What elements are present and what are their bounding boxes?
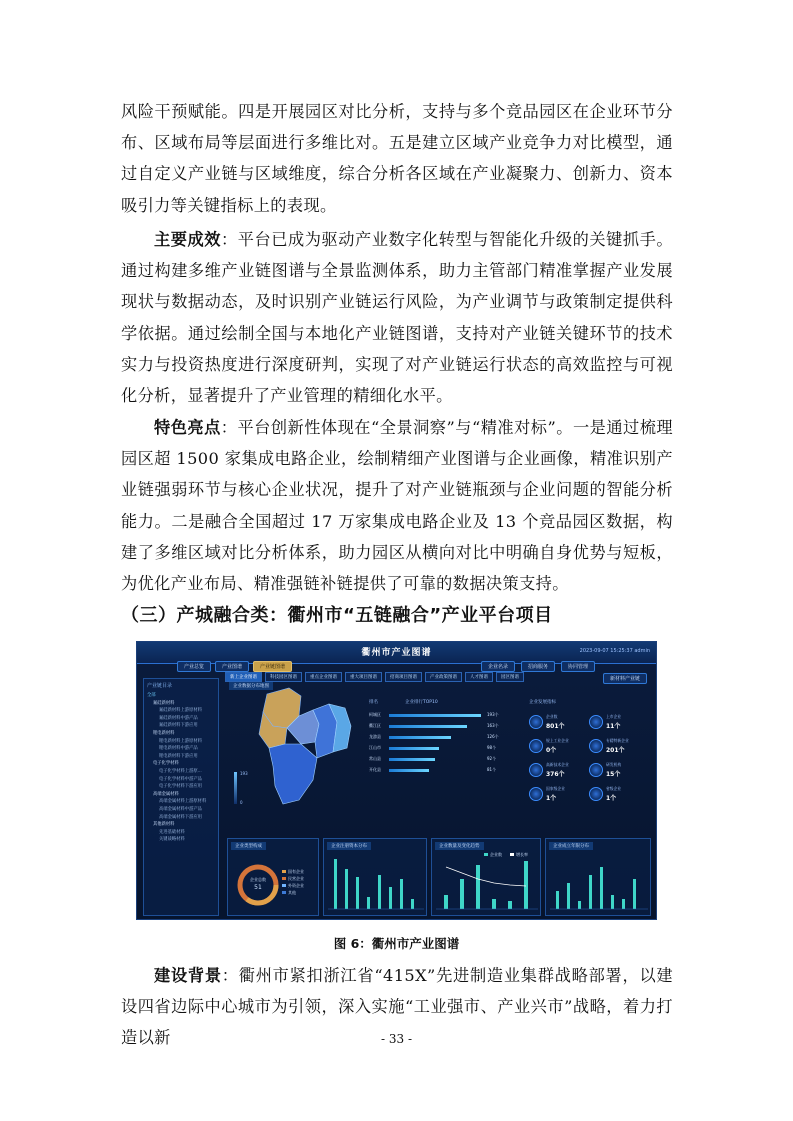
donut-center-label: 企业总数 [250, 877, 266, 882]
bar [400, 879, 403, 909]
sidebar-tree-item[interactable]: 锂电新材料中游产品 [159, 746, 198, 752]
paragraph-label: 建设背景 [154, 966, 222, 985]
rank-name: 龙游县 [369, 734, 381, 739]
map-legend-min: 0 [240, 800, 243, 805]
dashboard-title: 衢州市产业图谱 [361, 648, 432, 658]
bar [524, 861, 528, 909]
rank-row [369, 767, 499, 774]
rank-row [369, 712, 499, 719]
panel-title: 企业成立年限分布 [549, 842, 593, 850]
bar [367, 897, 370, 909]
stat-icon [529, 739, 543, 753]
paragraph-highlights [121, 412, 673, 599]
tab-collab[interactable]: 协同管理 [561, 661, 595, 672]
rank-name: 衢江区 [369, 723, 381, 728]
stat-name: 上市企业 [606, 714, 622, 719]
rank-bar [389, 725, 467, 728]
subtab[interactable]: 招商项目图谱 [385, 672, 422, 682]
sidebar-tree-item[interactable]: 关键战略材料 [159, 837, 185, 843]
rank-value: 81个 [487, 767, 497, 772]
sidebar-tree-item[interactable]: 电子化学材料中游产品 [159, 776, 202, 782]
rank-value: 193个 [487, 712, 499, 717]
panel-company-type [227, 838, 319, 916]
section-title: （三）产城融合类：衢州市“五链融合”产业平台项目 [121, 605, 553, 626]
panel-age-distribution [545, 838, 651, 916]
stat-name: 规上工业企业 [546, 738, 569, 743]
stat-card [589, 736, 645, 758]
trend-line [446, 867, 526, 886]
paragraph-main-results [121, 224, 673, 411]
stat-icon [589, 715, 603, 729]
paragraph-text: ：平台已成为驱动产业数字化转型与智能化升级的关键抓手。通过构建多维产业链图谱与全景监测体系，助力主管部门精准掌握产业发展现状与数据动态，及时识别产业链运行风险，为产业调节与政策制定提供科学依据。通过绘制全国与本地化产业链图谱，支持对产业链关键环节的技术实力与投资热度进行深度研判，实现了对产业链运行状态的高效监控与可视化分析，显著提升了产业管理的精细化水平。 [121, 230, 673, 406]
rank-name: 柯城区 [369, 712, 381, 717]
paragraph-1-text: 风险干预赋能。四是开展园区对比分析，支持与多个竞品园区在企业环节分布、区域布局等层面进行多维比对。五是建立区域产业竞争力对比模型，通过自定义产业链与区域维度，综合分析各区域在产业凝聚力、创新力、资本吸引力等关键指标上的表现。 [121, 102, 673, 215]
bar [600, 867, 603, 909]
rank-bar [389, 747, 439, 750]
stat-name: 企业数 [546, 714, 558, 719]
stat-value: 376个 [546, 771, 565, 778]
stat-value: 201个 [606, 747, 625, 754]
bar [556, 891, 559, 909]
stat-name: 高新技术企业 [546, 762, 569, 767]
sidebar-tree-item[interactable]: 电子化学材料上游原... [159, 768, 202, 774]
bar [356, 877, 359, 909]
stat-value: 15个 [606, 771, 621, 778]
sidebar-tree-item[interactable]: 其他新材料 [153, 822, 175, 828]
subtab[interactable]: 重点企业图谱 [305, 672, 342, 682]
bar-chart [546, 839, 652, 917]
sidebar-tree-item[interactable]: 高端金属材料上游原材料 [159, 799, 207, 805]
stat-value: 0个 [546, 747, 557, 754]
line-legend-item: 增长率 [510, 852, 528, 858]
bar [567, 883, 570, 909]
bar [389, 887, 392, 909]
region-map[interactable] [229, 682, 369, 814]
map-panel-label: 企业数据分布地图 [229, 682, 273, 690]
sidebar-tree-item[interactable]: 锂电新材料上游原材料 [159, 738, 202, 744]
paragraph-1 [121, 96, 673, 221]
sidebar-list [147, 692, 215, 844]
rank-value: 98个 [487, 745, 497, 750]
bar [460, 879, 464, 909]
stat-card [529, 712, 585, 734]
stat-card [589, 712, 645, 734]
rank-row [369, 745, 499, 752]
stats-title: 企业发展指标 [529, 700, 556, 705]
paragraph-label: 主要成效 [154, 230, 221, 249]
dashboard-meta: 2023-09-07 15:25:37 admin [579, 648, 650, 654]
tab-directory[interactable]: 企业名录 [481, 661, 515, 672]
stat-value: 801个 [546, 723, 565, 730]
stat-card [589, 760, 645, 782]
chain-tree-sidebar [143, 678, 219, 916]
rank-row [369, 756, 499, 763]
sidebar-tree-item[interactable]: 氟硅新材料 [153, 700, 175, 706]
donut-chart [228, 839, 320, 917]
paragraph-text: ：平台创新性体现在“全景洞察”与“精准对标”。一是通过梳理园区超 1500 家集成电路企业，绘制精细产业图谱与企业画像，精准识别产业链强弱环节与核心企业状况，提升了对产业链瓶颈与企业问题的智能分析能力。二是融合全国超过 17 万家集成电路企业及 13 个竞品园区数据，构建了多维区域对比分析体系，助力园区从横向对比中明确自身优势与短板，为优化产业布局、精准强链补链提供了可靠的数据决策支持。 [121, 418, 673, 594]
stat-name: 专精特新企业 [606, 738, 629, 743]
map-legend-max: 193 [240, 771, 248, 776]
panel-title: 企业类型构成 [231, 842, 266, 850]
donut-legend-item: 外资企业 [282, 883, 304, 889]
stat-icon [589, 763, 603, 777]
sidebar-tree-item[interactable]: 锂电新材料下游应用 [159, 753, 198, 759]
stat-card [529, 736, 585, 758]
bar [411, 899, 414, 909]
stat-icon [529, 715, 543, 729]
stat-card [529, 760, 585, 782]
subtab[interactable]: 科技园区图谱 [265, 672, 302, 682]
subtab[interactable]: 新上企业图谱 [225, 672, 262, 682]
donut-legend-item: 国有企业 [282, 869, 304, 875]
stat-icon [589, 739, 603, 753]
rank-bar [389, 769, 429, 772]
sidebar-tree-item[interactable]: 电子化学材料下游应用 [159, 784, 202, 790]
chain-select-button[interactable]: 新材料产业链 [603, 673, 647, 684]
sidebar-tree-item[interactable]: 先进基础材料 [159, 829, 185, 835]
paragraph-text: ：衢州市紧扣浙江省“415X”先进制造业集群战略部署，以建设四省边际中心城市为引领，深入实施“工业强市、产业兴市”战略，着力打造以新 [121, 966, 673, 1048]
map-region-jiangshan [269, 744, 317, 804]
bar [578, 901, 581, 909]
panel-capital-distribution [323, 838, 427, 916]
sidebar-tree-item[interactable]: 氟硅新材料中游产品 [159, 715, 198, 721]
subtab[interactable]: 园区图谱 [496, 672, 524, 682]
panel-title: 企业数量及变化趋势 [435, 842, 484, 850]
stat-icon [589, 787, 603, 801]
bar [611, 895, 614, 909]
bar [476, 865, 480, 909]
bar [492, 899, 496, 909]
bar [378, 875, 381, 909]
stat-value: 11个 [606, 723, 621, 730]
sub-tabs [225, 672, 524, 682]
subtab[interactable]: 人才图谱 [465, 672, 493, 682]
donut-legend-item: 其他 [282, 890, 296, 896]
stat-card [589, 784, 645, 806]
bar [508, 901, 512, 909]
sidebar-tree-item[interactable]: 全部 [147, 693, 156, 698]
subtab[interactable]: 重大项目图谱 [345, 672, 382, 682]
stat-icon [529, 787, 543, 801]
rank-row [369, 723, 499, 730]
sidebar-tree-item[interactable]: 高端金属材料下游应用 [159, 814, 202, 820]
rank-value: 163个 [487, 723, 499, 728]
industry-map-dashboard-figure [136, 641, 657, 920]
top-tabs-left [177, 661, 292, 672]
top-tabs-right [481, 661, 595, 672]
rank-bar [389, 736, 451, 739]
subtab[interactable]: 产业政策图谱 [425, 672, 462, 682]
sidebar-tree-item[interactable]: 高端金属材料 [153, 791, 179, 797]
stat-name: 国家级企业 [546, 786, 565, 791]
bar [345, 869, 348, 909]
sidebar-tree-item[interactable]: 锂电新材料 [153, 730, 175, 736]
rank-title: 企业排行TOP10 [405, 700, 438, 705]
sidebar-tree-item[interactable]: 电子化学材料 [153, 761, 179, 767]
donut-center-value: 51 [254, 884, 262, 891]
bar [444, 895, 448, 909]
sidebar-tree-item[interactable]: 氟硅新材料下游应用 [159, 723, 198, 729]
stat-card [529, 784, 585, 806]
rank-name: 常山县 [369, 756, 381, 761]
bar [589, 875, 592, 909]
panel-title: 企业注册资本分布 [327, 842, 371, 850]
line-legend-item: 企业数 [484, 852, 502, 858]
rank-value: 126个 [487, 734, 499, 739]
page-number: - 33 - [380, 1032, 412, 1046]
map-legend-bar [234, 772, 237, 804]
paragraph-label: 特色亮点 [154, 418, 221, 437]
stat-name: 省级企业 [606, 786, 622, 791]
tab-overview[interactable]: 产业总览 [177, 661, 211, 672]
bar-line-chart [432, 839, 542, 917]
tab-invest[interactable]: 招商服务 [521, 661, 555, 672]
stat-icon [529, 763, 543, 777]
stat-name: 研发机构 [606, 762, 622, 767]
donut-legend-item: 民营企业 [282, 876, 304, 882]
rank-label: 排名 [369, 700, 378, 705]
rank-bar [389, 758, 435, 761]
stat-value: 1个 [546, 795, 557, 802]
bar-chart [324, 839, 428, 917]
stat-value: 1个 [606, 795, 617, 802]
tab-industry-map[interactable]: 产业图谱 [215, 661, 249, 672]
panel-count-trend [431, 838, 541, 916]
sidebar-heading: 产业链目录 [147, 683, 173, 689]
rank-bar [389, 714, 481, 717]
rank-name: 江山市 [369, 745, 381, 750]
rank-row [369, 734, 499, 741]
rank-value: 92个 [487, 756, 497, 761]
sidebar-tree-item[interactable]: 氟硅新材料上游原材料 [159, 708, 202, 714]
bar [334, 859, 337, 909]
figure-caption: 图 6：衢州市产业图谱 [333, 936, 460, 951]
bar [622, 899, 625, 909]
sidebar-tree-item[interactable]: 高端金属材料中游产品 [159, 806, 202, 812]
bar [633, 879, 636, 909]
tab-chain-map[interactable]: 产业链图谱 [253, 661, 292, 672]
rank-name: 开化县 [369, 767, 381, 772]
